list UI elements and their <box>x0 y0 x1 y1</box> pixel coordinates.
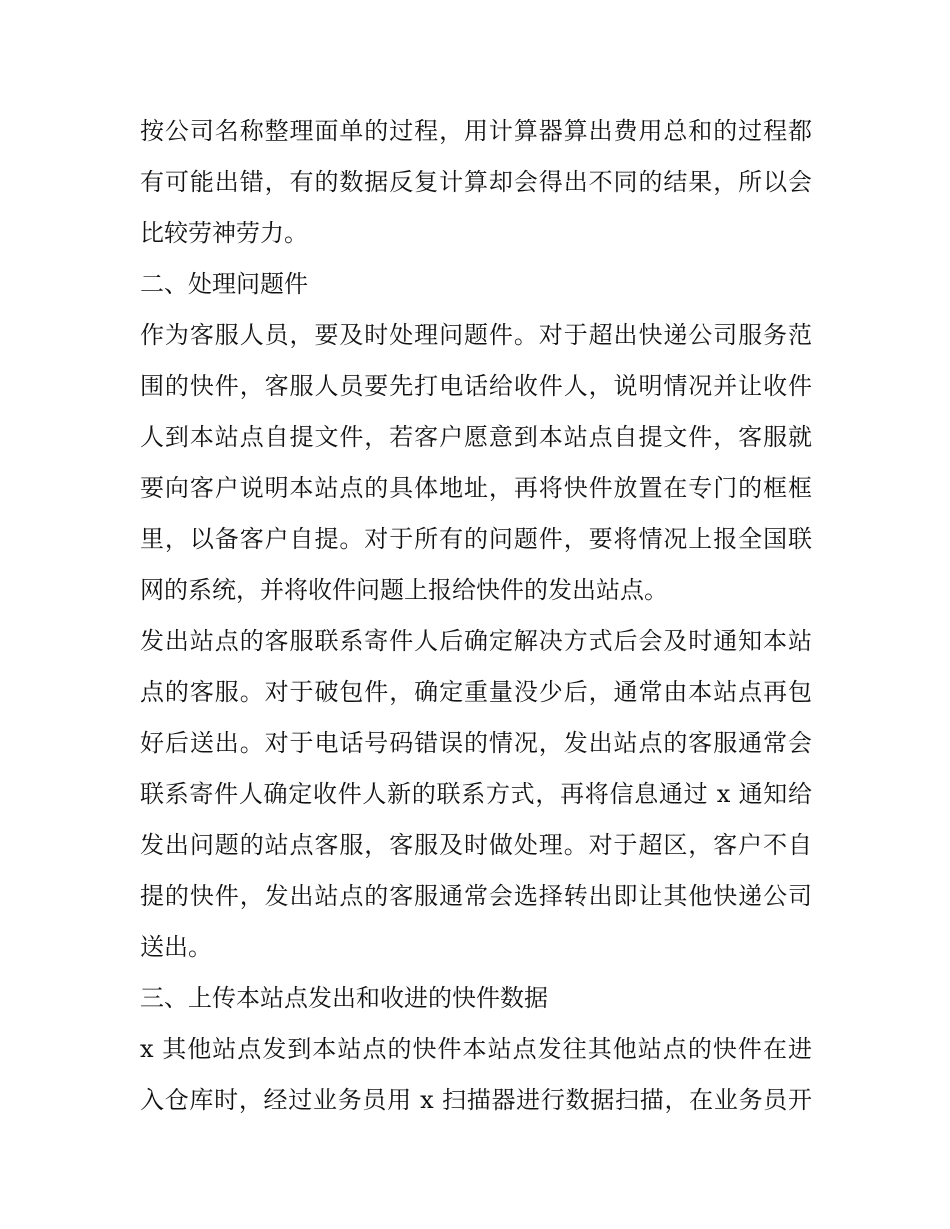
text-line: x 其他站点发到本站点的快件本站点发往其他站点的快件在进 <box>140 1035 812 1063</box>
text-line: 入仓库时，经过业务员用 x 扫描器进行数据扫描，在业务员开 <box>140 1086 812 1114</box>
document-body <box>140 106 812 1126</box>
section-heading: 三、上传本站点发出和收进的快件数据 <box>140 984 548 1012</box>
text-line: 比较劳神劳力。 <box>140 219 308 247</box>
text-line: 网的系统，并将收件问题上报给快件的发出站点。 <box>140 576 668 604</box>
text-line: 围的快件，客服人员要先打电话给收件人，说明情况并让收件 <box>140 372 812 400</box>
text-line: 好后送出。对于电话号码错误的情况，发出站点的客服通常会 <box>140 729 812 757</box>
text-line: 提的快件，发出站点的客服通常会选择转出即让其他快递公司 <box>140 882 812 910</box>
text-line: 点的客服。对于破包件，确定重量没少后，通常由本站点再包 <box>140 678 812 706</box>
section-heading: 二、处理问题件 <box>140 270 308 298</box>
text-line: 人到本站点自提文件，若客户愿意到本站点自提文件，客服就 <box>140 423 812 451</box>
text-line: 发出站点的客服联系寄件人后确定解决方式后会及时通知本站 <box>140 627 812 655</box>
text-line: 发出问题的站点客服，客服及时做处理。对于超区，客户不自 <box>140 831 812 859</box>
text-line: 按公司名称整理面单的过程，用计算器算出费用总和的过程都 <box>140 117 812 145</box>
text-line: 有可能出错，有的数据反复计算却会得出不同的结果，所以会 <box>140 168 812 196</box>
text-line: 里，以备客户自提。对于所有的问题件，要将情况上报全国联 <box>140 525 812 553</box>
text-line: 联系寄件人确定收件人新的联系方式，再将信息通过 x 通知给 <box>140 780 812 808</box>
text-line: 送出。 <box>140 933 212 961</box>
text-line: 作为客服人员，要及时处理问题件。对于超出快递公司服务范 <box>140 321 812 349</box>
text-line: 要向客户说明本站点的具体地址，再将快件放置在专门的框框 <box>140 474 812 502</box>
